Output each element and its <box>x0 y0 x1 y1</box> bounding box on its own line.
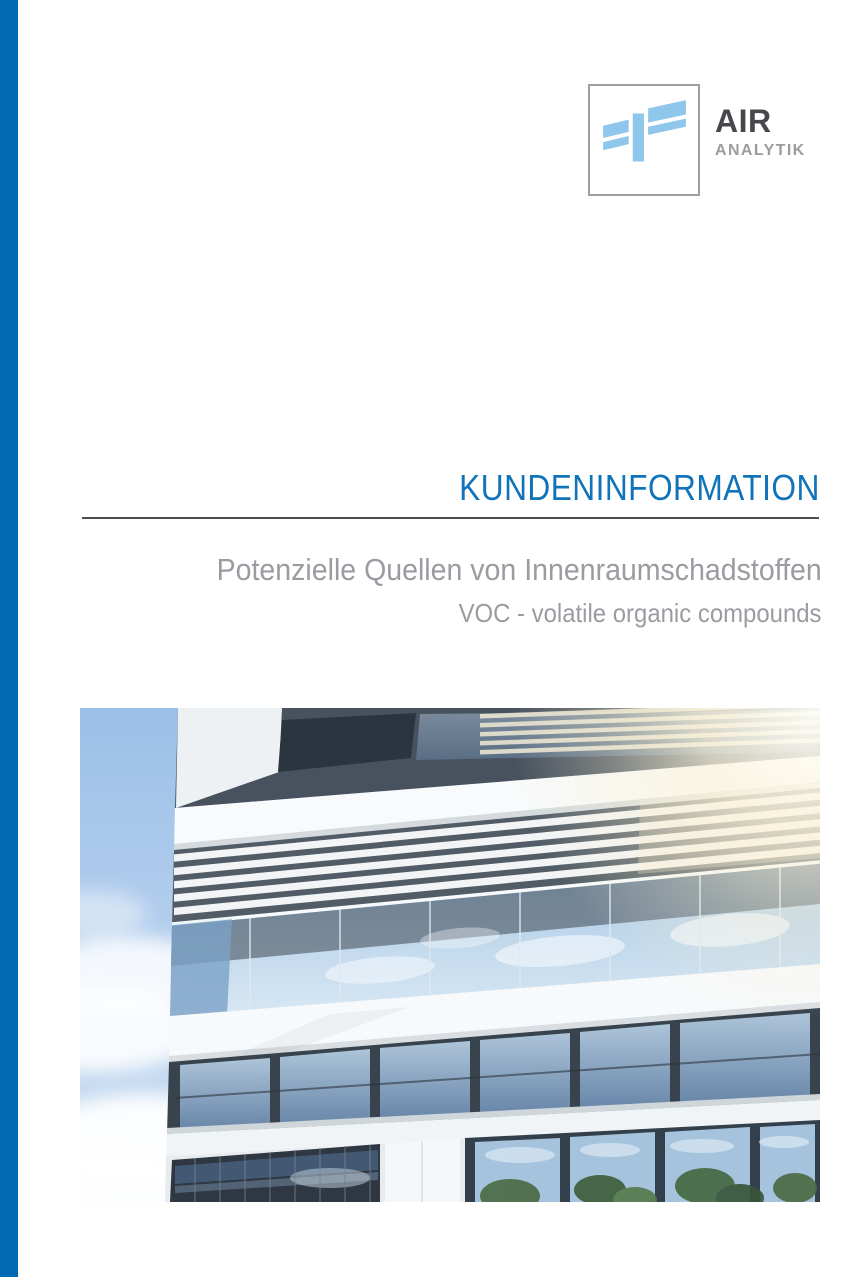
hero-building-photo <box>80 708 820 1202</box>
logo-wordmark <box>715 105 806 159</box>
wind-flag-icon <box>598 92 690 189</box>
accent-bar-left <box>0 0 18 1277</box>
logo-wordmark-line1: AIR <box>715 103 772 139</box>
document-subtitle: VOC - volatile organic compounds <box>459 598 822 628</box>
airanalytik-logo <box>588 84 818 199</box>
kicker-heading: KUNDENINFORMATION <box>459 467 820 508</box>
logo-wordmark-line2: ANALYTIK <box>715 142 806 159</box>
horizontal-rule <box>82 517 819 519</box>
document-title: Potenzielle Quellen von Innenraumschadstoffen <box>216 552 822 587</box>
logo-box <box>588 84 700 196</box>
